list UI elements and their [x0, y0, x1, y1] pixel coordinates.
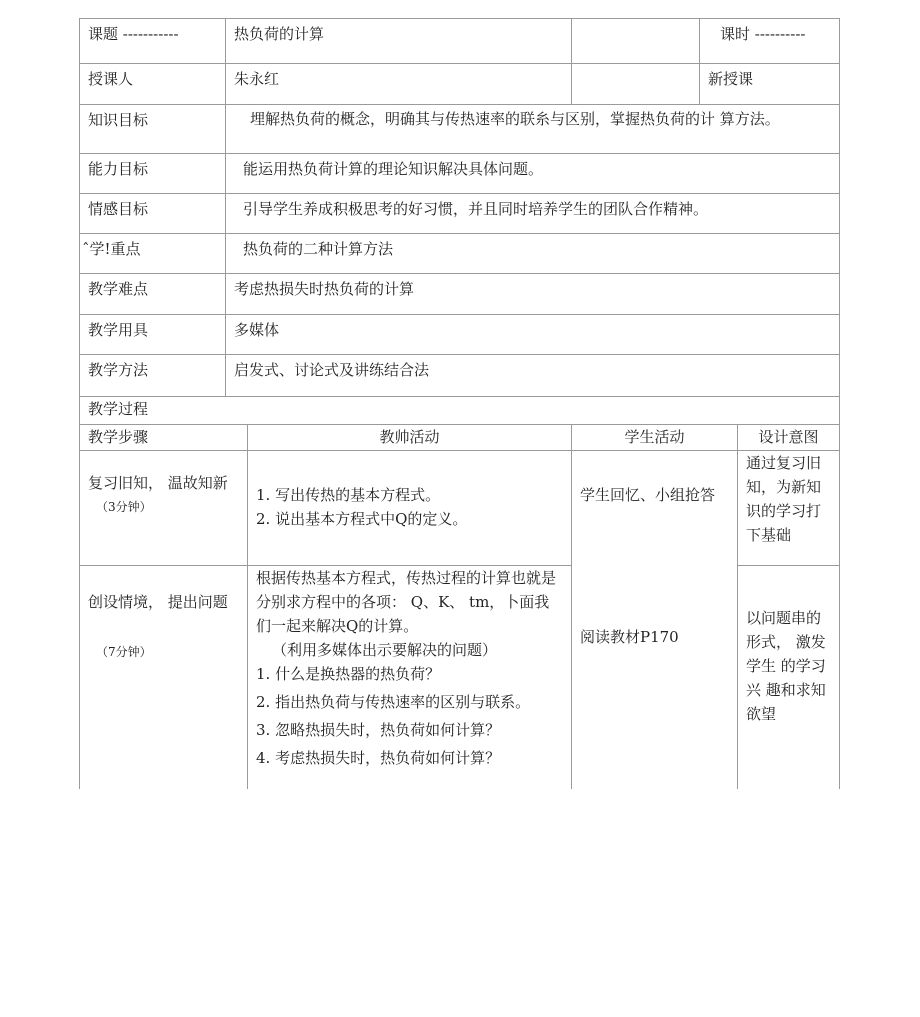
empty-cell — [571, 63, 700, 105]
objective-text: 多媒体 — [225, 314, 840, 355]
objective-text: 启发式、讨论式及讲练结合法 — [225, 354, 840, 397]
objective-label: 教学用具 — [79, 314, 226, 355]
step-name: 复习旧知， 温故知新 — [88, 474, 228, 492]
objective-label: 知识目标 — [79, 104, 226, 154]
process-title: 教学过程 — [79, 396, 840, 425]
activity-line: 2. 指出热负荷与传热速率的区别与联系。 — [256, 693, 531, 711]
activity-line: 根据传热基本方程式，传热过程的计算也就是分别求方程中的各项： Q、K、 tm，卜面我们一起来解决Q的计算。 — [256, 569, 557, 635]
design-intent: 以问题串的形式， 激发学生 的学习兴 趣和求知 欲望 — [737, 565, 840, 789]
step-cell — [79, 450, 248, 566]
activity-line: 4. 考虑热损失时，热负荷如何计算？ — [256, 749, 501, 767]
student-activity — [571, 450, 738, 789]
student-activity-1: 学生回忆、小组抢答 — [580, 486, 716, 504]
step-time: （7分钟） — [96, 645, 152, 659]
activity-line: （利用多媒体出示要解决的问题） — [272, 641, 498, 659]
objective-text: 考虑热损失时热负荷的计算 — [225, 273, 840, 315]
step-time: （3分钟） — [96, 500, 152, 514]
activity-line: 1. 什么是换热器的热负荷？ — [256, 665, 441, 683]
activity-line: 1. 写出传热的基本方程式。 — [256, 486, 441, 504]
design-intent: 通过复习旧知，为新知识的学习打下基础 — [737, 450, 840, 566]
teacher-value: 朱永红 — [225, 63, 572, 105]
student-activity-2: 阅读教材P170 — [580, 628, 679, 646]
objective-label: ˆ学!重点 — [79, 233, 226, 274]
teacher-activity — [247, 450, 572, 566]
teacher-activity — [247, 565, 572, 789]
objective-text: 引导学生养成积极思考的好习惯，并且同时培养学生的团队合作精神。 — [225, 193, 840, 234]
column-header: 设计意图 — [737, 424, 840, 451]
step-cell — [79, 565, 248, 789]
objective-text: 能运用热负荷计算的理论知识解决具体问题。 — [225, 153, 840, 194]
teacher-label: 授课人 — [79, 63, 226, 105]
empty-cell — [571, 18, 700, 64]
column-header: 教帅活动 — [247, 424, 572, 451]
objective-text: 埋解热负荷的概念，明确其与传热速率的联糸与区别，掌握热负荷的计 算方法。 — [225, 104, 840, 154]
column-header: 学生活动 — [571, 424, 738, 451]
objective-label: 教学难点 — [79, 273, 226, 315]
step-name: 创设情境， 提出问题 — [88, 593, 228, 611]
activity-line: 3. 忽略热损失时，热负荷如何计算？ — [256, 721, 501, 739]
objective-label: 教学方法 — [79, 354, 226, 397]
column-header: 教学步骤 — [79, 424, 248, 451]
topic-value: 热负荷的计算 — [225, 18, 572, 64]
topic-label: 课题 ----------- — [79, 18, 226, 64]
objective-text: 热负荷的二种计算方法 — [225, 233, 840, 274]
activity-line: 2. 说出基本方程式中Q的定义。 — [256, 510, 468, 528]
lesson-type: 新授课 — [699, 63, 840, 105]
objective-label: 能力目标 — [79, 153, 226, 194]
objective-label: 情感目标 — [79, 193, 226, 234]
period-label: 课时 ---------- — [699, 18, 840, 64]
